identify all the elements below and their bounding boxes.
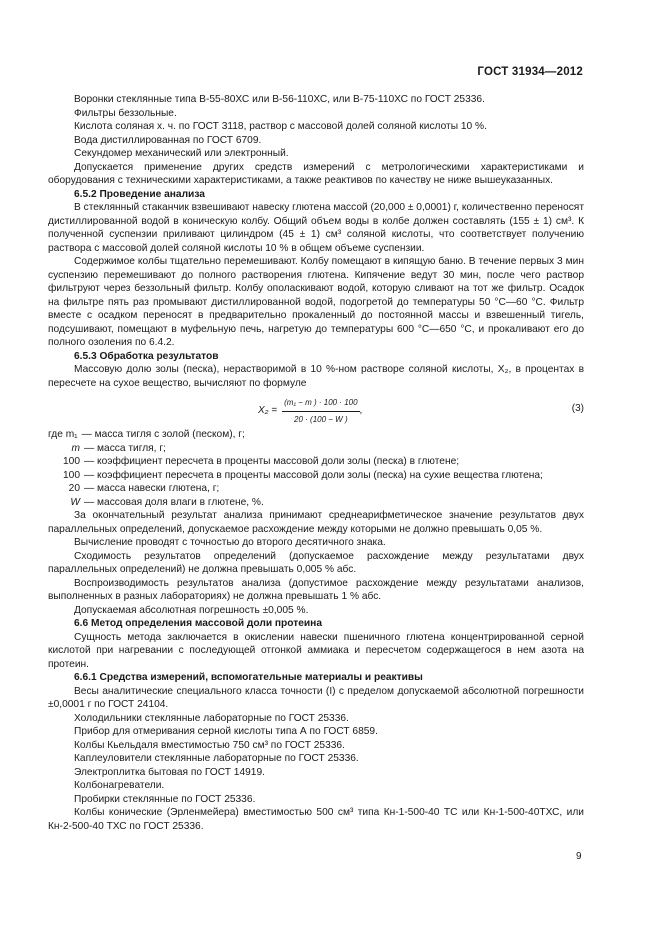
definition-text: — масса навески глютена, г; xyxy=(84,483,220,494)
list-item: Колбы Кьельдаля вместимостью 750 см³ по ГОСТ 25336. xyxy=(74,739,345,751)
paragraph: Фильтры беззольные. xyxy=(74,107,177,119)
list-item: Колбы конические (Эрленмейера) вместимостью 500 см³ типа Кн-1-500-40 ТС или Кн-1-500-40ТХС, или Кн-2-500-40 ТХС по ГОСТ 25336. xyxy=(48,807,584,832)
formula-number: (3) xyxy=(571,403,584,414)
paragraph: Допускается применение других средств измерений с метрологическими характеристиками и оборудования с техническими характеристиками, а также реактивов по качеству не ниже вышеуказанных. xyxy=(48,161,584,186)
paragraph: Воронки стеклянные типа В-55-80ХС или В-56-110ХС, или В-75-110ХС по ГОСТ 25336. xyxy=(74,94,485,105)
list-item: Холодильники стеклянные лабораторные по ГОСТ 25336. xyxy=(74,712,349,724)
formula-tail: , xyxy=(359,405,363,417)
formula-denominator: 20 · (100 − W ) xyxy=(294,414,348,424)
paragraph: За окончательный результат анализа принимают среднеарифметическое значение результатов двух параллельных определений, допускаемое расхождение между которыми не должно превышать 0,05 %. xyxy=(48,510,584,535)
definition-symbol: 20 xyxy=(68,483,80,494)
definition-text: — масса тигля, г; xyxy=(84,442,166,454)
section-heading-6-5-2: 6.5.2 Проведение анализа xyxy=(74,188,205,200)
list-item: Каплеуловители стеклянные лабораторные по ГОСТ 25336. xyxy=(74,753,359,764)
definition-text: — масса тигля с золой (песком), г; xyxy=(81,429,245,440)
definition-text: — коэффициент пересчета в проценты массовой доли золы (песка) на сухие вещества глютена; xyxy=(84,469,543,481)
definition-row xyxy=(48,496,584,510)
definition-symbol: m xyxy=(71,442,80,454)
definition-symbol: 100 xyxy=(63,469,80,481)
definition-symbol: где m₁ xyxy=(48,429,78,440)
section-heading-6-5-3: 6.5.3 Обработка результатов xyxy=(74,350,219,362)
list-item: Электроплитка бытовая по ГОСТ 14919. xyxy=(74,766,265,778)
definition-text: — массовая доля влаги в глютене, %. xyxy=(84,496,264,508)
paragraph: Воспроизводимость результатов анализа (допустимое расхождение между результатами анализов, выполненных в разных лабораториях) не должна превышать 1 % абс. xyxy=(48,577,584,602)
formula-3 xyxy=(48,390,584,428)
paragraph: Допускаемая абсолютная погрешность ±0,005 %. xyxy=(74,604,309,616)
paragraph: Вода дистиллированная по ГОСТ 6709. xyxy=(74,134,262,146)
paragraph: Сходимость результатов определений (допускаемое расхождение между результатами двух параллельных определений) не должна превышать 0,005 % абс. xyxy=(48,550,584,575)
paragraph: Сущность метода заключается в окислении навески пшеничного глютена концентрированной серной кислотой при нагревании с последующей отгонкой аммиака и пересчетом содержащегося в нем азота на протеин. xyxy=(48,631,584,670)
list-item: Колбонагреватели. xyxy=(74,780,165,791)
definition-text: — коэффициент пересчета в проценты массовой доли золы (песка) в глютене; xyxy=(84,456,460,467)
definition-row xyxy=(48,428,584,442)
paragraph: Содержимое колбы тщательно перемешивают. Колбу помещают в кипящую баню. В течение первых 3 мин суспензию перемешивают до полного растворения глютена. Кипячение ведут 30 мин, после чего раствор фильтруют через беззольный фильтр. Колбу ополаскивают водой, которую сливают на тот же фильтр. Осадок на фильтре пять раз промывают дистиллированной водой, подогретой до температуры 50 °С—60 °С. Фильтр вместе с осадком переносят в предварительно прокаленный до постоянной массы и взвешенный тигель, подсушивают, помещают в муфельную печь, нагретую до температуры 600 °С—650 °С, и прокаливают его до полного озоления по 6.4.2. xyxy=(48,256,584,348)
list-item: Пробирки стеклянные по ГОСТ 25336. xyxy=(74,793,256,805)
formula-lhs: X₂ = xyxy=(258,405,278,417)
formula-expression xyxy=(258,396,362,426)
definition-row xyxy=(48,469,584,483)
definition-symbol: W xyxy=(70,496,80,508)
section-heading-6-6-1: 6.6.1 Средства измерений, вспомогательные материалы и реактивы xyxy=(74,672,423,683)
paragraph: Кислота соляная х. ч. по ГОСТ 3118, раствор с массовой долей соляной кислоты 10 %. xyxy=(74,121,487,132)
definition-row xyxy=(48,442,584,456)
section-heading-6-6: 6.6 Метод определения массовой доли протеина xyxy=(74,618,322,629)
page-content xyxy=(48,93,584,833)
paragraph: Секундомер механический или электронный. xyxy=(74,148,289,159)
definition-row xyxy=(48,455,584,469)
paragraph: Вычисление проводят с точностью до второго десятичного знака. xyxy=(74,537,386,548)
formula-fraction xyxy=(282,396,359,426)
paragraph: В стеклянный стаканчик взвешивают навеску глютена массой (20,000 ± 0,0001) г, количественно переносят дистиллированной водой в коническую колбу. Общий объем воды в колбе должен составлять (155 ± 1) см³. К полученной суспензии приливают цилиндром (45 ± 1) см³ соляной кислоты, что соответствует получению раствора с массовой долей соляной кислоты 10 % в общем объеме суспензии. xyxy=(48,202,584,254)
page-number: 9 xyxy=(576,851,582,862)
paragraph: Массовую долю золы (песка), нерастворимой в 10 %-ном растворе соляной кислоты, X₂, в процентах в пересчете на сухое вещество, вычисляют по формуле xyxy=(48,364,584,389)
list-item: Весы аналитические специального класса точности (I) с пределом допускаемой абсолютной погрешности ±0,0001 г по ГОСТ 24104. xyxy=(48,685,584,710)
definition-row xyxy=(48,482,584,496)
standard-header: ГОСТ 31934—2012 xyxy=(477,66,583,78)
definition-symbol: 100 xyxy=(63,456,80,467)
formula-numerator: (m₁ − m ) · 100 · 100 xyxy=(282,396,359,412)
list-item: Прибор для отмеривания серной кислоты типа А по ГОСТ 6859. xyxy=(74,726,378,737)
